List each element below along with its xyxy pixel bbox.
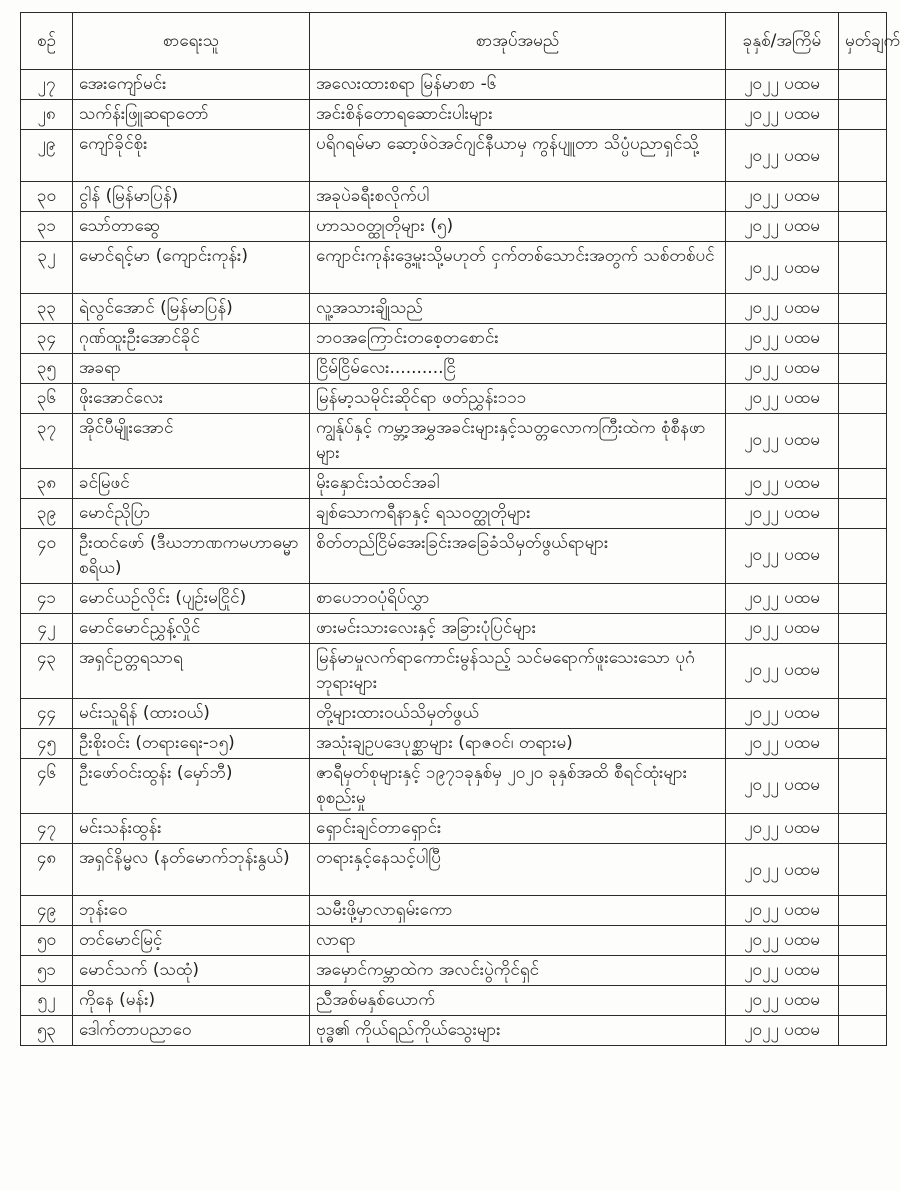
remarks-cell [839, 926, 887, 956]
edition-cell: ၂၀၂၂ ပထမ [726, 644, 839, 699]
author-cell: ဖိုးအောင်လေး [73, 384, 310, 414]
row-number: ၃၈ [21, 469, 73, 499]
row-number: ၄၀ [21, 529, 73, 584]
table-row [21, 384, 887, 414]
author-cell: မောင်သက် (သထုံ) [73, 956, 310, 986]
remarks-cell [839, 814, 887, 844]
table-row [21, 469, 887, 499]
edition-cell: ၂၀၂၂ ပထမ [726, 699, 839, 729]
edition-cell: ၂၀၂၂ ပထမ [726, 499, 839, 529]
remarks-cell [839, 644, 887, 699]
edition-cell: ၂၀၂၂ ပထမ [726, 584, 839, 614]
title-cell: အလေးထားစရာ မြန်မာစာ -၆ [310, 70, 726, 100]
title-cell: ကျောင်းကုန်းဒွေ့မူးသို့မဟုတ် ငှက်တစ်သောင်းအတွက် သစ်တစ်ပင် [310, 242, 726, 294]
row-number: ၃၅ [21, 354, 73, 384]
row-number: ၄၉ [21, 896, 73, 926]
edition-cell: ၂၀၂၂ ပထမ [726, 814, 839, 844]
remarks-cell [839, 324, 887, 354]
table-row [21, 182, 887, 212]
edition-cell: ၂၀၂၂ ပထမ [726, 529, 839, 584]
author-cell: ဦးစိုးဝင်း (တရားရေး-၁၅) [73, 729, 310, 759]
remarks-cell [839, 614, 887, 644]
author-cell: ဘုန်းဝေ [73, 896, 310, 926]
title-cell: တို့များထားဝယ်သိမှတ်ဖွယ် [310, 699, 726, 729]
remarks-cell [839, 294, 887, 324]
row-number: ၂၇ [21, 70, 73, 100]
remarks-cell [839, 956, 887, 986]
edition-cell: ၂၀၂၂ ပထမ [726, 324, 839, 354]
title-cell: စာပေဘဝပုံရိပ်လွှာ [310, 584, 726, 614]
author-cell: တင်မောင်မြင့် [73, 926, 310, 956]
remarks-cell [839, 212, 887, 242]
edition-cell: ၂၀၂၂ ပထမ [726, 614, 839, 644]
table-row [21, 294, 887, 324]
title-cell: ဘဝအကြောင်းတစေ့တစောင်း [310, 324, 726, 354]
row-number: ၂၈ [21, 100, 73, 130]
edition-cell: ၂၀၂၂ ပထမ [726, 212, 839, 242]
row-number: ၃၀ [21, 182, 73, 212]
header-remarks: မှတ်ချက် [839, 13, 887, 70]
title-cell: ငြိမ်ငြိမ်လေး..........ငြိ [310, 354, 726, 384]
table-row [21, 956, 887, 986]
table-row [21, 130, 887, 182]
header-no: စဉ် [21, 13, 73, 70]
header-title: စာအုပ်အမည် [310, 13, 726, 70]
author-cell: မောင်ညိုပြာ [73, 499, 310, 529]
title-cell: စိတ်တည်ငြိမ်အေးခြင်းအခြေခံသိမှတ်ဖွယ်ရာများ [310, 529, 726, 584]
author-cell: မောင်ယဉ်လိုင်း (ပျဉ်းမငြိုင်) [73, 584, 310, 614]
author-cell: ကိုနေ (မန်း) [73, 986, 310, 1016]
row-number: ၄၁ [21, 584, 73, 614]
row-number: ၄၈ [21, 844, 73, 896]
author-cell: အိုင်ပီမျိုးအောင် [73, 414, 310, 469]
table-row [21, 729, 887, 759]
table-row [21, 100, 887, 130]
remarks-cell [839, 414, 887, 469]
row-number: ၅၁ [21, 956, 73, 986]
remarks-cell [839, 499, 887, 529]
title-cell: သမီးဖို့မှာလာရှမ်းကော [310, 896, 726, 926]
edition-cell: ၂၀၂၂ ပထမ [726, 294, 839, 324]
table-body [21, 70, 887, 1046]
table-row [21, 896, 887, 926]
row-number: ၅၀ [21, 926, 73, 956]
author-cell: ငွါန် (မြန်မာပြန်) [73, 182, 310, 212]
title-cell: ဖားမင်းသားလေးနှင့် အခြားပုံပြင်များ [310, 614, 726, 644]
row-number: ၄၃ [21, 644, 73, 699]
row-number: ၅၂ [21, 986, 73, 1016]
remarks-cell [839, 986, 887, 1016]
edition-cell: ၂၀၂၂ ပထမ [726, 182, 839, 212]
author-cell: မောင်ရင့်မာ (ကျောင်းကုန်း) [73, 242, 310, 294]
row-number: ၄၇ [21, 814, 73, 844]
edition-cell: ၂၀၂၂ ပထမ [726, 70, 839, 100]
title-cell: အမှောင်ကမ္ဘာထဲက အလင်းပွဲကိုင်ရှင် [310, 956, 726, 986]
remarks-cell [839, 699, 887, 729]
table-row [21, 814, 887, 844]
table-row [21, 212, 887, 242]
title-cell: မိုးနှောင်းသံထင်အခါ [310, 469, 726, 499]
author-cell: အခရာ [73, 354, 310, 384]
table-row [21, 354, 887, 384]
author-cell: မင်းသူရိန် (ထားဝယ်) [73, 699, 310, 729]
edition-cell: ၂၀၂၂ ပထမ [726, 414, 839, 469]
title-cell: အင်းစိန်တောရဆောင်းပါးများ [310, 100, 726, 130]
row-number: ၅၃ [21, 1016, 73, 1046]
edition-cell: ၂၀၂၂ ပထမ [726, 384, 839, 414]
author-cell: အရှင်နိမ္မလ (နတ်မောက်ဘုန်းနွယ်) [73, 844, 310, 896]
author-cell: ဒေါက်တာပညာဝေ [73, 1016, 310, 1046]
remarks-cell [839, 384, 887, 414]
title-cell: အသုံးချဥပဒေပုစ္ဆာများ (ရာဇဝင်၊ တရားမ) [310, 729, 726, 759]
title-cell: ဇာရီမှတ်စုများနှင့် ၁၉၇၁ခုနှစ်မှ ၂၀၂၀ ခုနှစ်အထိ စီရင်ထုံးများစုစည်းမှု [310, 759, 726, 814]
edition-cell: ၂၀၂၂ ပထမ [726, 354, 839, 384]
author-cell: အရှင်ဥတ္တရသာရ [73, 644, 310, 699]
author-cell: ခင်မြဖင် [73, 469, 310, 499]
row-number: ၄၅ [21, 729, 73, 759]
title-cell: လာရာ [310, 926, 726, 956]
title-cell: အခုပဲခရီးစလိုက်ပါ [310, 182, 726, 212]
edition-cell: ၂၀၂၂ ပထမ [726, 242, 839, 294]
edition-cell: ၂၀၂၂ ပထမ [726, 986, 839, 1016]
remarks-cell [839, 469, 887, 499]
edition-cell: ၂၀၂၂ ပထမ [726, 926, 839, 956]
title-cell: မြန်မာမှုလက်ရာကောင်းမွန်သည့် သင်မရောက်ဖူးသေးသော ပုဂံဘုရားများ [310, 644, 726, 699]
remarks-cell [839, 1016, 887, 1046]
table-row [21, 926, 887, 956]
row-number: ၄၂ [21, 614, 73, 644]
remarks-cell [839, 896, 887, 926]
title-cell: ပရိဂရမ်မာ ဆော့ဖ်ဝဲအင်ဂျင်နီယာမှ ကွန်ပျူတာ သိပ္ပံပညာရှင်သို့ [310, 130, 726, 182]
table-row [21, 844, 887, 896]
row-number: ၃၄ [21, 324, 73, 354]
edition-cell: ၂၀၂၂ ပထမ [726, 729, 839, 759]
edition-cell: ၂၀၂၂ ပထမ [726, 1016, 839, 1046]
remarks-cell [839, 100, 887, 130]
row-number: ၃၇ [21, 414, 73, 469]
author-cell: ဦးဖော်ဝင်းထွန်း (မှော်ဘီ) [73, 759, 310, 814]
author-cell: မောင်မောင်ညွှန့်လှိုင် [73, 614, 310, 644]
table-row [21, 644, 887, 699]
table-row [21, 699, 887, 729]
remarks-cell [839, 584, 887, 614]
remarks-cell [839, 759, 887, 814]
author-cell: အေးကျော်မင်း [73, 70, 310, 100]
title-cell: လူ့အသားချိုသည် [310, 294, 726, 324]
edition-cell: ၂၀၂၂ ပထမ [726, 130, 839, 182]
edition-cell: ၂၀၂၂ ပထမ [726, 896, 839, 926]
table-row [21, 759, 887, 814]
remarks-cell [839, 242, 887, 294]
row-number: ၃၆ [21, 384, 73, 414]
remarks-cell [839, 70, 887, 100]
edition-cell: ၂၀၂၂ ပထမ [726, 100, 839, 130]
author-cell: သက်န်းဖြူဆရာတော် [73, 100, 310, 130]
title-cell: မြန်မာ့သမိုင်းဆိုင်ရာ ဖတ်ညွှန်း၁၁၁ [310, 384, 726, 414]
title-cell: ဗုဒ္ဓ၏ ကိုယ်ရည်ကိုယ်သွေးများ [310, 1016, 726, 1046]
table-row [21, 70, 887, 100]
author-cell: ဂုဏ်ထူးဦးအောင်ခိုင် [73, 324, 310, 354]
table-row [21, 986, 887, 1016]
row-number: ၃၂ [21, 242, 73, 294]
row-number: ၂၉ [21, 130, 73, 182]
author-cell: သော်တာဆွေ [73, 212, 310, 242]
table-row [21, 614, 887, 644]
header-author: စာရေးသူ [73, 13, 310, 70]
edition-cell: ၂၀၂၂ ပထမ [726, 759, 839, 814]
title-cell: ညီအစ်မနှစ်ယောက် [310, 986, 726, 1016]
edition-cell: ၂၀၂၂ ပထမ [726, 469, 839, 499]
table-row [21, 242, 887, 294]
book-list-table [20, 12, 900, 1046]
author-cell: ရဲလွင်အောင် (မြန်မာပြန်) [73, 294, 310, 324]
row-number: ၃၁ [21, 212, 73, 242]
title-cell: ရှောင်းချင်တာရှောင်း [310, 814, 726, 844]
title-cell: ကျွန်ုပ်နှင့် ကမ္ဘာ့အမွှအခင်းများနှင့်သတ္တလောကကြီးထဲက စုံစီနဖာများ [310, 414, 726, 469]
author-cell: ကျော်ခိုင်စိုး [73, 130, 310, 182]
edition-cell: ၂၀၂၂ ပထမ [726, 844, 839, 896]
remarks-cell [839, 529, 887, 584]
table-row [21, 584, 887, 614]
row-number: ၃၉ [21, 499, 73, 529]
remarks-cell [839, 844, 887, 896]
author-cell: ဦးထင်ဖော် (ဒီဃဘာဏကမဟာဓမ္မာစရိယ) [73, 529, 310, 584]
title-cell: ချစ်သောကရီနာနှင့် ရသဝတ္ထုတိုများ [310, 499, 726, 529]
table-row [21, 414, 887, 469]
remarks-cell [839, 130, 887, 182]
table-row [21, 499, 887, 529]
row-number: ၄၆ [21, 759, 73, 814]
remarks-cell [839, 729, 887, 759]
title-cell: ဟာသဝတ္ထုတိုများ (၅) [310, 212, 726, 242]
edition-cell: ၂၀၂၂ ပထမ [726, 956, 839, 986]
title-cell: တရားနှင့်နေသင့်ပါပြီ [310, 844, 726, 896]
header-row [21, 13, 887, 70]
author-cell: မင်းသန်းထွန်း [73, 814, 310, 844]
table-row [21, 324, 887, 354]
row-number: ၄၄ [21, 699, 73, 729]
table-row [21, 529, 887, 584]
header-edition: ခုနှစ်/အကြိမ် [726, 13, 839, 70]
remarks-cell [839, 354, 887, 384]
table-row [21, 1016, 887, 1046]
remarks-cell [839, 182, 887, 212]
row-number: ၃၃ [21, 294, 73, 324]
